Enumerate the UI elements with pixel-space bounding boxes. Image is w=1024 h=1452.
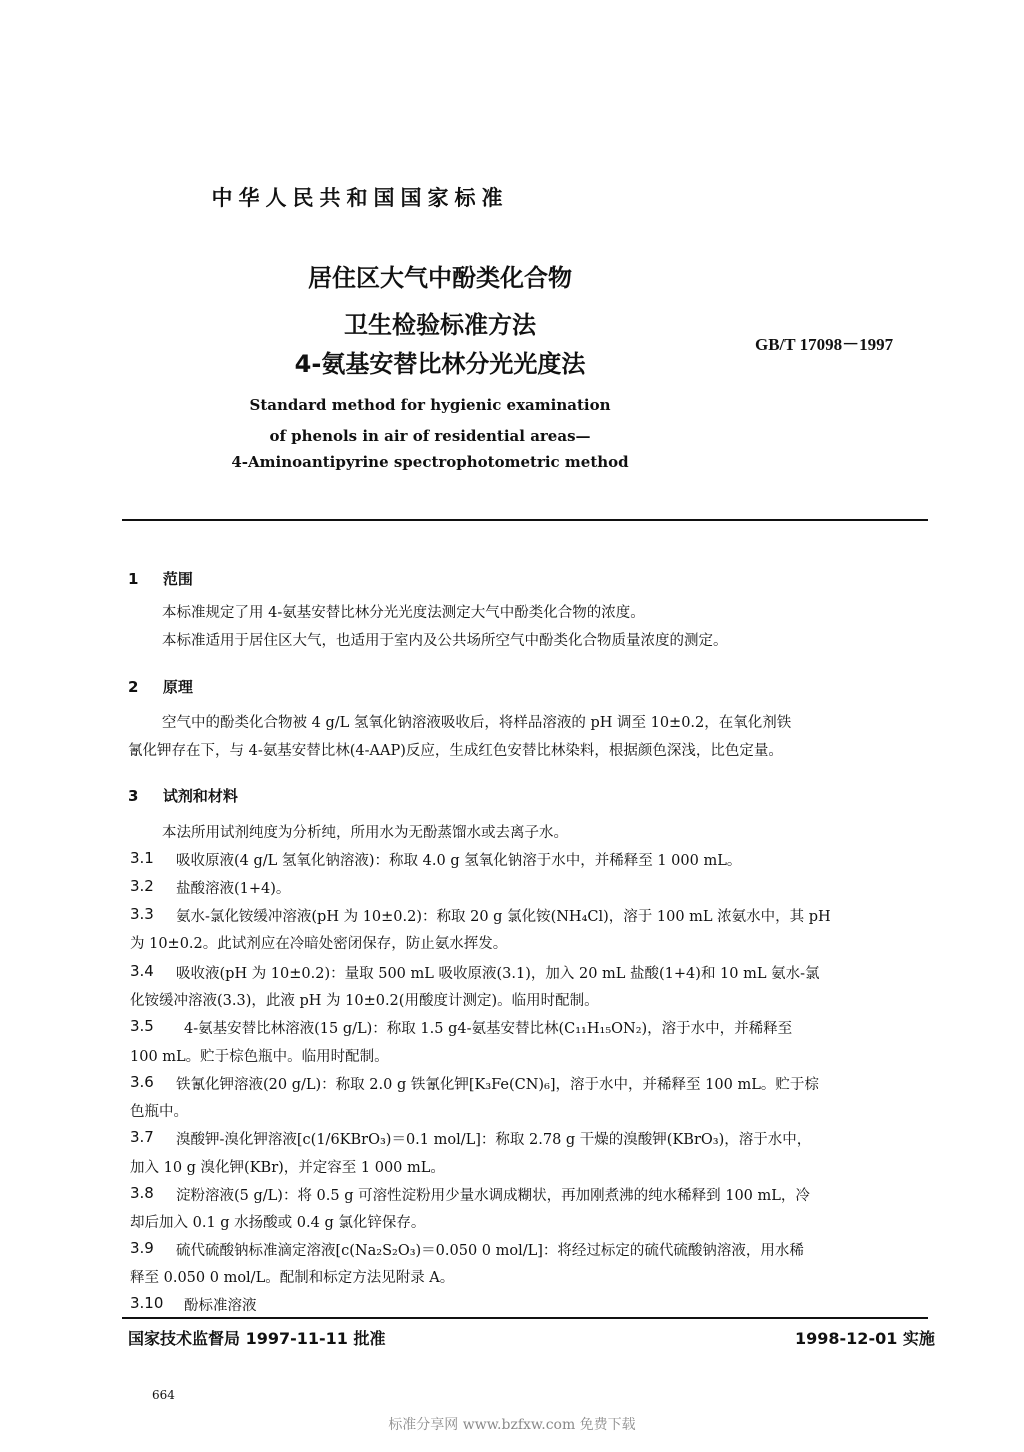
clause-line: 氨水-氯化铵缓冲溶液(pH 为 10±0.2)：称取 20 g 氯化铵(NH₄Cl)，溶于 100 mL 浓氨水中，其 pH [176,909,831,925]
section-2-heading [128,676,193,697]
national-standard-heading: 中华人民共和国国家标准 [211,186,509,210]
header-divider [122,519,928,521]
clause-number: 3.8 [130,1184,154,1202]
clause-number: 3.9 [130,1239,154,1257]
title-line-3: 4-氨基安替比林分光光度法 [294,350,586,378]
section-3-heading [128,785,238,806]
standard-code: GB/T 17098－1997 [755,335,894,354]
section-2-title: 原理 [162,678,193,696]
watermark: 标准分享网 www.bzfxw.com 免费下载 [388,1417,636,1433]
section-3-title: 试剂和材料 [162,787,238,805]
clause-line: 4-氨基安替比林溶液(15 g/L)：称取 1.5 g4-氨基安替比林(C₁₁H₁₅ON₂)，溶于水中，并稀释至 [184,1021,793,1037]
clause-line: 吸收原液(4 g/L 氢氧化钠溶液)：称取 4.0 g 氢氧化钠溶于水中，并稀释至 1 000 mL。 [176,853,742,869]
implementation-date: 1998-12-01 实施 [795,1329,935,1348]
approval-line: 国家技术监督局 1997-11-11 批准 [128,1329,386,1348]
clause-number: 3.2 [130,877,154,895]
clause-line: 铁氰化钾溶液(20 g/L)：称取 2.0 g 铁氰化钾[K₃Fe(CN)₆]，溶于水中，并稀释至 100 mL。贮于棕 [176,1077,819,1093]
clause-line: 溴酸钾-溴化钾溶液[c(1/6KBrO₃)＝0.1 mol/L]：称取 2.78 g 干燥的溴酸钾(KBrO₃)，溶于水中， [176,1132,812,1148]
clause-number: 3.6 [130,1073,154,1091]
section-2-number: 2 [128,678,139,696]
section-3-number: 3 [128,787,139,805]
section-1-heading [128,568,193,589]
clause-number: 3.7 [130,1128,154,1146]
english-title-line-1: Standard method for hygienic examination [249,396,611,414]
clause-line: 淀粉溶液(5 g/L)：将 0.5 g 可溶性淀粉用少量水调成糊状，再加刚煮沸的纯水稀释到 100 mL，冷 [176,1188,810,1204]
clause-line: 却后加入 0.1 g 水扬酸或 0.4 g 氯化锌保存。 [130,1215,426,1231]
clause-line: 酚标准溶液 [184,1298,257,1314]
section-1-paragraph-2: 本标准适用于居住区大气，也适用于室内及公共场所空气中酚类化合物质量浓度的测定。 [162,633,728,649]
clause-line: 吸收液(pH 为 10±0.2)：量取 500 mL 吸收原液(3.1)，加入 20 mL 盐酸(1+4)和 10 mL 氨水-氯 [176,966,820,982]
title-line-2: 卫生检验标准方法 [344,311,536,339]
section-3-intro: 本法所用试剂纯度为分析纯，所用水为无酚蒸馏水或去离子水。 [162,825,568,841]
clause-line: 为 10±0.2。此试剂应在冷暗处密闭保存，防止氨水挥发。 [130,936,508,952]
clause-number: 3.5 [130,1017,154,1035]
clause-line: 100 mL。贮于棕色瓶中。临用时配制。 [130,1049,389,1065]
section-2-line-2: 氰化钾存在下，与 4-氨基安替比林(4-AAP)反应，生成红色安替比林染料，根据颜色深浅，比色定量。 [128,743,783,759]
clause-line: 化铵缓冲溶液(3.3)，此液 pH 为 10±0.2(用酸度计测定)。临用时配制。 [130,993,599,1009]
english-title-line-2: of phenols in air of residential areas— [269,427,591,445]
page-number: 664 [152,1388,175,1402]
english-title-line-3: 4-Aminoantipyrine spectrophotometric method [231,453,629,471]
section-2-line-1: 空气中的酚类化合物被 4 g/L 氢氧化钠溶液吸收后，将样品溶液的 pH 调至 10±0.2，在氧化剂铁 [162,715,792,731]
clause-line: 色瓶中。 [130,1104,188,1120]
clause-number: 3.4 [130,962,154,980]
clause-number: 3.3 [130,905,154,923]
section-1-title: 范围 [162,570,193,588]
clause-line: 加入 10 g 溴化钾(KBr)，并定容至 1 000 mL。 [130,1160,445,1176]
section-1-number: 1 [128,570,139,588]
clause-line: 释至 0.050 0 mol/L。配制和标定方法见附录 A。 [130,1270,455,1286]
footer-divider [122,1317,928,1319]
title-line-1: 居住区大气中酚类化合物 [308,264,572,292]
clause-number: 3.1 [130,849,154,867]
section-1-paragraph-1: 本标准规定了用 4-氨基安替比林分光光度法测定大气中酚类化合物的浓度。 [162,605,645,621]
clause-line: 盐酸溶液(1+4)。 [176,881,291,897]
clause-line: 硫代硫酸钠标准滴定溶液[c(Na₂S₂O₃)＝0.050 0 mol/L]：将经过标定的硫代硫酸钠溶液，用水稀 [176,1243,804,1259]
clause-number: 3.10 [130,1294,164,1312]
